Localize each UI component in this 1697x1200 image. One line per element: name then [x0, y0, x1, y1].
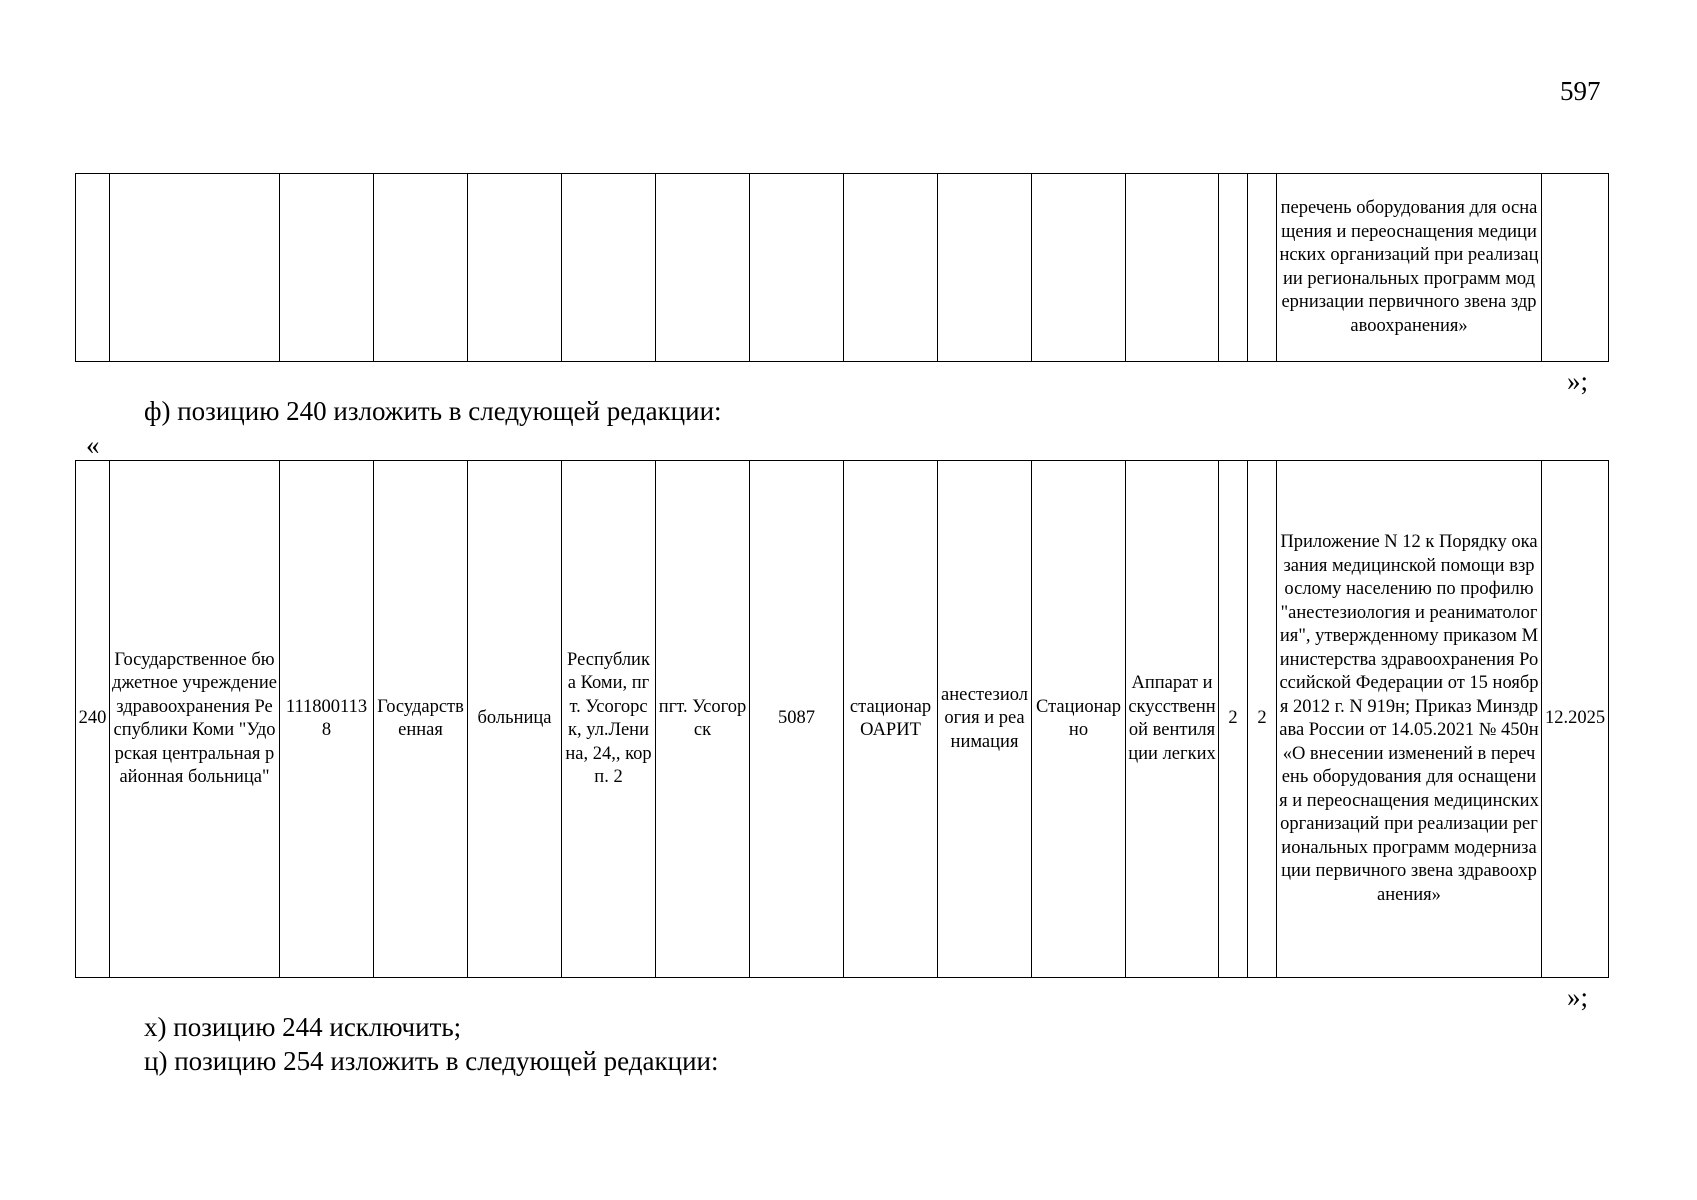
- position-240-table: [75, 460, 1609, 978]
- cell-qty-b: 2: [1248, 461, 1277, 978]
- closing-quote: »;: [1567, 366, 1589, 396]
- cell-number: [76, 174, 110, 362]
- cell-ownership: [374, 174, 468, 362]
- page-number: 597: [1560, 76, 1601, 106]
- cell-qty-a: [1219, 174, 1248, 362]
- paragraph-h: х) позицию 244 исключить;: [144, 1012, 462, 1042]
- cell-code: [750, 174, 844, 362]
- cell-locality: [656, 174, 750, 362]
- cell-legal-basis: Приложение N 12 к Порядку оказания медицинской помощи взрослому населению по профилю "анестезиология и реаниматология", утвержденному приказом Министерства здравоохранения Российской Федерации от 15 ноября 2012 г. N 919н; Приказ Минздрава России от 14.05.2021 № 450н «О внесении изменений в перечень оборудования для оснащения и переоснащения медицинских организаций при реализации региональных программ модернизации первичного звена здравоохранения»: [1277, 461, 1542, 978]
- cell-number: 240: [76, 461, 110, 978]
- cell-type: больница: [468, 461, 562, 978]
- cell-unit: [844, 174, 938, 362]
- cell-equipment: Аппарат искусственной вентиляции легких: [1126, 461, 1219, 978]
- cell-inn: 1118001138: [280, 461, 374, 978]
- cell-address: [562, 174, 656, 362]
- opening-quote: «: [86, 430, 100, 460]
- cell-organization: Государственное бюджетное учреждение здравоохранения Республики Коми "Удорская центральная районная больница": [110, 461, 280, 978]
- cell-unit: стационар ОАРИТ: [844, 461, 938, 978]
- cell-profile: [938, 174, 1032, 362]
- cell-code: 5087: [750, 461, 844, 978]
- cell-qty-b: [1248, 174, 1277, 362]
- cell-equipment: [1126, 174, 1219, 362]
- continued-table: [75, 173, 1609, 362]
- paragraph-f: ф) позицию 240 изложить в следующей редакции:: [144, 396, 722, 426]
- cell-profile: анестезиология и реанимация: [938, 461, 1032, 978]
- closing-quote: »;: [1567, 982, 1589, 1012]
- cell-conditions: Стационарно: [1032, 461, 1126, 978]
- cell-inn: [280, 174, 374, 362]
- cell-locality: пгт. Усогорск: [656, 461, 750, 978]
- cell-address: Республика Коми, пгт. Усогорск, ул.Ленина, 24,, корп. 2: [562, 461, 656, 978]
- table-row: [76, 174, 1609, 362]
- cell-legal-basis: перечень оборудования для оснащения и переоснащения медицинских организаций при реализации региональных программ модернизации первичного звена здравоохранения»: [1277, 174, 1542, 362]
- cell-conditions: [1032, 174, 1126, 362]
- cell-date: [1542, 174, 1609, 362]
- table-row: [76, 461, 1609, 978]
- cell-type: [468, 174, 562, 362]
- cell-qty-a: 2: [1219, 461, 1248, 978]
- paragraph-ts: ц) позицию 254 изложить в следующей редакции:: [144, 1046, 719, 1076]
- cell-organization: [110, 174, 280, 362]
- cell-ownership: Государственная: [374, 461, 468, 978]
- cell-date: 12.2025: [1542, 461, 1609, 978]
